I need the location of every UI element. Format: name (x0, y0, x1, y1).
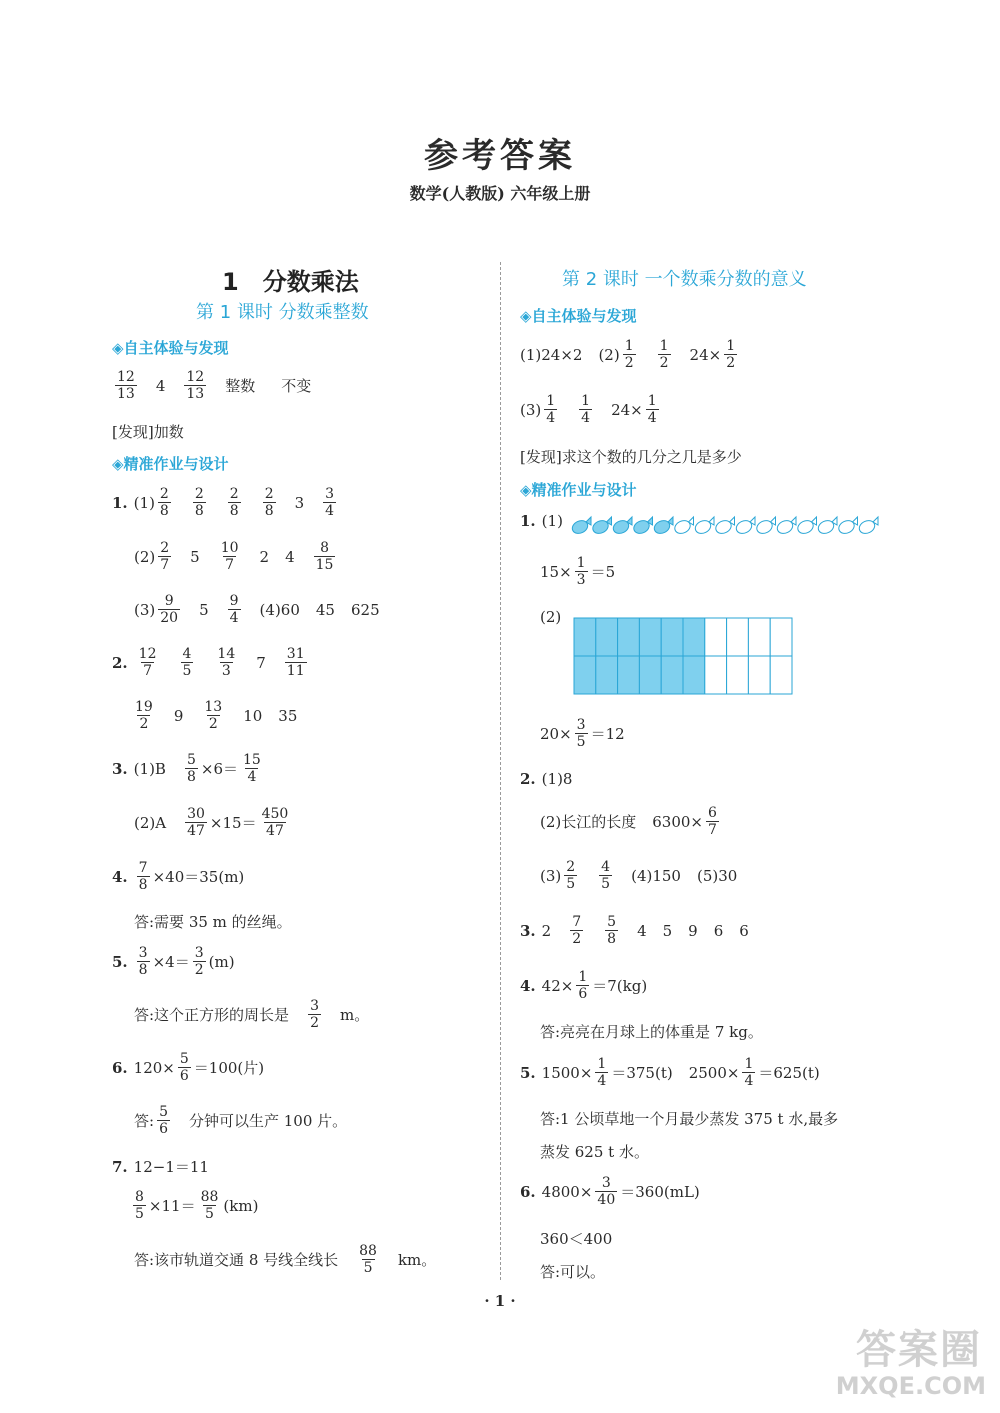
lesson-heading: 第 2 课时 一个数乘分数的意义 (562, 269, 807, 290)
page-title: 参考答案 (424, 136, 576, 176)
grid-cell (727, 618, 749, 656)
fish-icon (632, 517, 653, 536)
fish-icon (857, 517, 878, 536)
grid-cell (705, 656, 727, 694)
answer-line: [发现]求这个数的几分之几是多少 (520, 448, 742, 466)
equation: 15× $\frac{1}{3}$ ＝5 (540, 555, 616, 588)
question-3b: (2)A $\frac{30}{47}$ ×15＝ $\frac{450}{47}$ (134, 806, 289, 839)
fish-icon (652, 517, 673, 536)
fish-icon (796, 517, 817, 536)
fish-icon (755, 517, 776, 536)
section-heading: ◈自主体验与发现 (520, 307, 637, 325)
comparison: 360＜400 (540, 1230, 613, 1248)
answer-5: 答:这个正方形的周长是 $\frac{3}{2}$ m。 (134, 998, 370, 1031)
lesson-heading: 第 1 课时 分数乘整数 (196, 302, 369, 323)
question-3: 3. 2 $\frac{7}{2}$ $\frac{5}{8}$ 4 5 9 6 6 (520, 914, 749, 947)
equation: 20× $\frac{3}{5}$ ＝12 (540, 717, 625, 750)
fish-icon (673, 517, 694, 536)
answer-line: [发现]加数 (112, 423, 184, 441)
question-6: 6. 4800× $\frac{3}{40}$ ＝360(mL) (520, 1175, 700, 1208)
question-7-calc: $\frac{8}{5}$ ×11＝ $\frac{88}{5}$ (km) (135, 1189, 259, 1222)
grid-cell (618, 656, 640, 694)
grid-cell (770, 656, 792, 694)
section-heading: ◈精准作业与设计 (520, 481, 637, 499)
fish-icon (570, 517, 591, 536)
unit-heading: 1 分数乘法 (222, 268, 359, 296)
answer-4: 答:亮亮在月球上的体重是 7 kg。 (540, 1023, 763, 1041)
answer-4: 答:需要 35 m 的丝绳。 (134, 913, 292, 931)
grid-cell (596, 618, 618, 656)
watermark-logo: 答案圈 (856, 1327, 982, 1373)
question-6: 6. 120× $\frac{5}{6}$ ＝100(片) (112, 1051, 265, 1084)
question-4: 4. 42× $\frac{1}{6}$ ＝7(kg) (520, 969, 648, 1002)
answer-line: $\frac{12}{13}$ 4 $\frac{12}{13}$ 整数 不变 (117, 369, 312, 402)
question-1a: 1. (1) (520, 512, 563, 530)
question-5: 5. 1500× $\frac{1}{4}$ ＝375(t) 2500× $\frac{1}{4}$ ＝625(t) (520, 1056, 820, 1089)
fish-icon (775, 517, 796, 536)
question-1b: (2) (540, 608, 562, 626)
grid-cell (770, 618, 792, 656)
grid-cell (683, 656, 705, 694)
grid-cell (618, 618, 640, 656)
question-2b: (2)长江的长度 6300× $\frac{6}{7}$ (540, 805, 717, 838)
question-7: 7. 12−1＝11 (112, 1157, 209, 1176)
grid-cell (574, 618, 596, 656)
fish-icon (693, 517, 714, 536)
fish-icon (714, 517, 735, 536)
grid-cell (683, 618, 705, 656)
fish-row-figure (568, 511, 888, 541)
question-2a: 2. (1)8 (520, 770, 573, 788)
section-heading: ◈精准作业与设计 (112, 455, 229, 473)
question-2a: 2. $\frac{12}{7}$ $\frac{4}{5}$ $\frac{14}{3}$ 7 $\frac{31}{11}$ (112, 646, 305, 679)
question-2b: $\frac{19}{2}$ 9 $\frac{13}{2}$ 10 35 (135, 699, 298, 732)
question-4: 4. $\frac{7}{8}$ ×40＝35(m) (112, 860, 245, 893)
answer-6: 答: $\frac{5}{6}$ 分钟可以生产 100 片。 (134, 1104, 348, 1137)
grid-cell (596, 656, 618, 694)
fish-icon (837, 517, 858, 536)
grid-cell (727, 656, 749, 694)
watermark-url: MXQE.COM (835, 1372, 986, 1400)
fraction: $\frac{12}{13}$ (117, 369, 135, 402)
grid-figure (572, 616, 794, 696)
question-3a: 3. (1)B $\frac{5}{8}$ ×6＝ $\frac{15}{4}$ (112, 752, 261, 785)
section-heading: ◈自主体验与发现 (112, 339, 229, 357)
column-divider (500, 262, 501, 1280)
question-5: 5. $\frac{3}{8}$ ×4＝ $\frac{3}{2}$ (m) (112, 945, 235, 978)
grid-cell (748, 656, 770, 694)
grid-cell (661, 618, 683, 656)
answer-6: 答:可以。 (540, 1263, 606, 1281)
question-1b: (2) $\frac{2}{7}$ 5 $\frac{10}{7}$ 2 4 $\frac{8}{15}$ (134, 540, 334, 573)
grid-cell (661, 656, 683, 694)
grid-cell (705, 618, 727, 656)
grid-cell (639, 618, 661, 656)
question-1c: (3) $\frac{9}{20}$ 5 $\frac{9}{4}$ (4)60 45 625 (134, 593, 380, 626)
page-subtitle: 数学(人教版) 六年级上册 (409, 184, 591, 203)
grid-cell (574, 656, 596, 694)
page-number: · 1 · (484, 1292, 516, 1310)
answer-line: (3) $\frac{1}{4}$ $\frac{1}{4}$ 24× $\frac{1}{4}$ (520, 393, 657, 426)
answer-line: (1)24×2 (2) $\frac{1}{2}$ $\frac{1}{2}$ 24× $\frac{1}{2}$ (520, 338, 736, 371)
answer-7: 答:该市轨道交通 8 号线全线长 $\frac{88}{5}$ km。 (134, 1243, 437, 1276)
answer-5b: 蒸发 625 t 水。 (540, 1143, 649, 1161)
fraction: $\frac{12}{13}$ (186, 369, 205, 402)
answer-5a: 答:1 公顷草地一个月最少蒸发 375 t 水,最多 (540, 1110, 839, 1128)
fish-icon (591, 517, 612, 536)
fish-icon (734, 517, 755, 536)
question-1a: 1. (1) $\frac{2}{8}$ $\frac{2}{8}$ $\frac{2}{8}$ $\frac{2}{8}$ 3 $\frac{3}{4}$ (112, 486, 335, 519)
grid-cell (639, 656, 661, 694)
grid-cell (748, 618, 770, 656)
question-2c: (3) $\frac{2}{5}$ $\frac{4}{5}$ (4)150 (5)30 (540, 859, 738, 892)
fish-icon (816, 517, 837, 536)
fish-icon (611, 517, 632, 536)
